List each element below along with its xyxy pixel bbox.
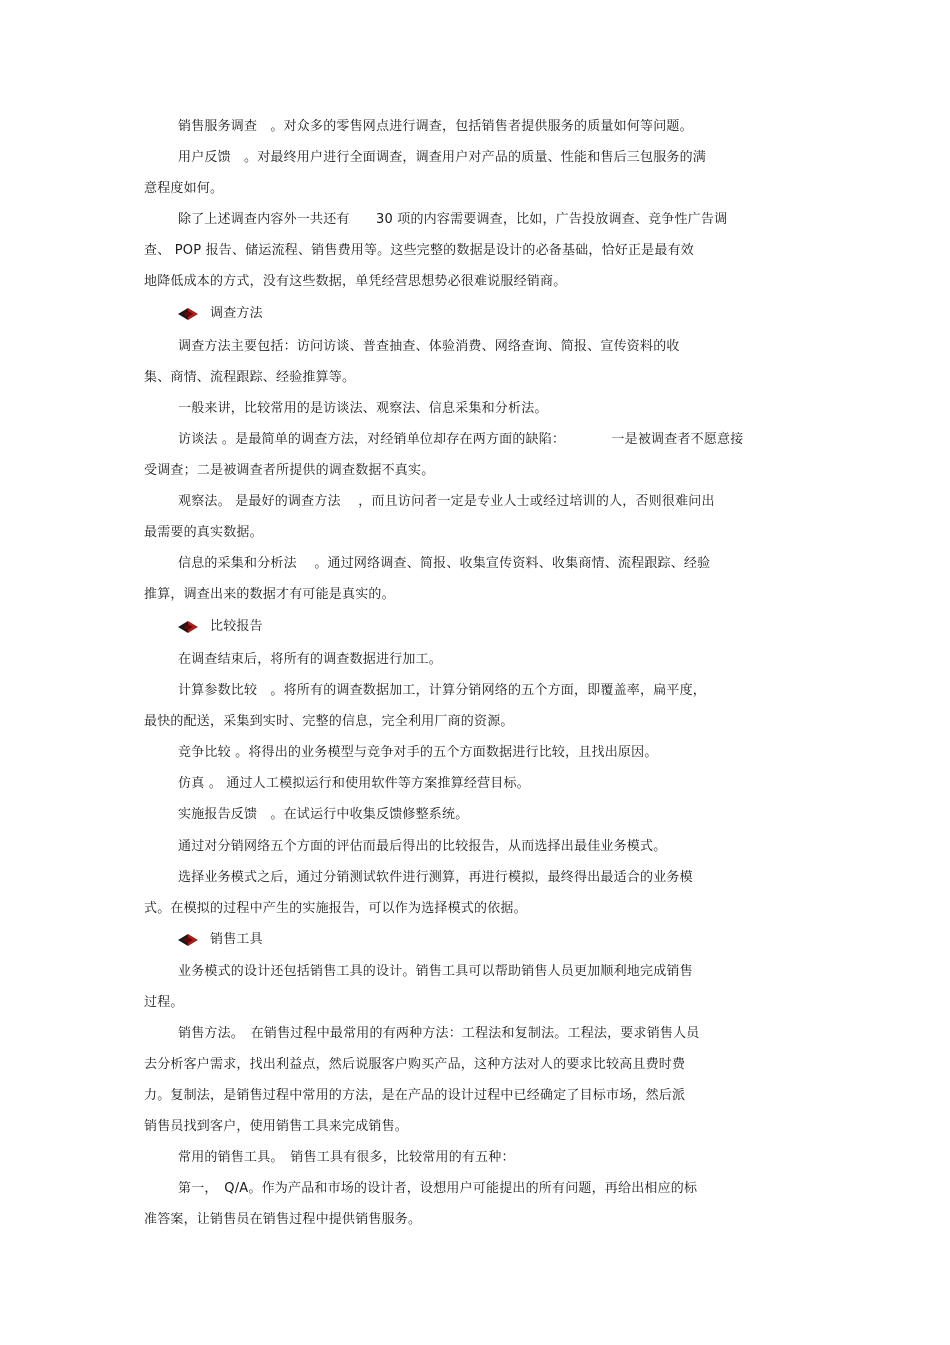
section-heading-text: 销售工具 <box>210 932 263 947</box>
paragraph-line: 一般来讲，比较常用的是访谈法、观察法、信息采集和分析法。 <box>178 401 548 416</box>
paragraph-line: 去分析客户需求，找出利益点，然后说服客户购买产品，这种方法对人的要求比较高且费时费 <box>144 1057 686 1072</box>
section-heading <box>178 305 263 323</box>
paragraph-line: 实施报告反馈 。在试运行中收集反馈修整系统。 <box>178 807 469 822</box>
paragraph-line: 集、商情、流程跟踪、经验推算等。 <box>144 370 356 385</box>
diamond-arrow-icon <box>178 306 198 322</box>
section-heading <box>178 618 263 636</box>
paragraph-line: 销售员找到客户，使用销售工具来完成销售。 <box>144 1119 409 1134</box>
paragraph-line: 查、 POP 报告、储运流程、销售费用等。这些完整的数据是设计的必备基础，恰好正是最有效 <box>144 243 694 258</box>
diamond-arrow-icon <box>178 932 198 948</box>
paragraph-line: 除了上述调查内容外一共还有 30 项的内容需要调查，比如，广告投放调查、竞争性广告调 <box>178 212 728 227</box>
paragraph-line: 计算参数比较 。将所有的调查数据加工，计算分销网络的五个方面，即覆盖率，扁平度， <box>178 683 707 698</box>
paragraph-line: 竞争比较 。将得出的业务模型与竞争对手的五个方面数据进行比较，且找出原因。 <box>178 745 658 760</box>
section-heading-text: 调查方法 <box>210 306 263 321</box>
paragraph-line: 调查方法主要包括：访问访谈、普查抽查、体验消费、网络查询、简报、宣传资料的收 <box>178 339 680 354</box>
diamond-arrow-icon <box>178 619 198 635</box>
paragraph-line: 销售方法。 在销售过程中最常用的有两种方法：工程法和复制法。工程法，要求销售人员 <box>178 1026 700 1041</box>
paragraph-line: 信息的采集和分析法 。通过网络调查、简报、收集宣传资料、收集商情、流程跟踪、经验 <box>178 556 711 571</box>
paragraph-line: 最快的配送，采集到实时、完整的信息，完全利用厂商的资源。 <box>144 714 514 729</box>
paragraph-line: 受调查；二是被调查者所提供的调查数据不真实。 <box>144 463 435 478</box>
paragraph-line: 第一， Q/A。作为产品和市场的设计者，设想用户可能提出的所有问题，再给出相应的标 <box>178 1181 698 1196</box>
paragraph-line: 用户反馈 。对最终用户进行全面调查，调查用户对产品的质量、性能和售后三包服务的满 <box>178 150 707 165</box>
paragraph-line: 意程度如何。 <box>144 181 224 196</box>
paragraph-line: 通过对分销网络五个方面的评估而最后得出的比较报告，从而选择出最佳业务模式。 <box>178 839 667 854</box>
section-heading <box>178 931 263 949</box>
paragraph-line: 力。复制法，是销售过程中常用的方法，是在产品的设计过程中已经确定了目标市场，然后派 <box>144 1088 686 1103</box>
paragraph-line: 推算，调查出来的数据才有可能是真实的。 <box>144 587 395 602</box>
paragraph-line: 准答案，让销售员在销售过程中提供销售服务。 <box>144 1212 422 1227</box>
paragraph-line: 观察法。 是最好的调查方法 ，而且访问者一定是专业人士或经过培训的人，否则很难问出 <box>178 494 715 509</box>
section-heading-text: 比较报告 <box>210 619 263 634</box>
paragraph-line: 在调查结束后，将所有的调查数据进行加工。 <box>178 652 443 667</box>
paragraph-line: 选择业务模式之后，通过分销测试软件进行测算，再进行模拟，最终得出最适合的业务模 <box>178 870 693 885</box>
paragraph-line: 访谈法 。是最简单的调查方法，对经销单位却存在两方面的缺陷： 一是被调查者不愿意接 <box>178 432 744 447</box>
paragraph-line: 销售服务调查 。对众多的零售网点进行调查，包括销售者提供服务的质量如何等问题。 <box>178 119 693 134</box>
paragraph-line: 常用的销售工具。 销售工具有很多，比较常用的有五种： <box>178 1150 515 1165</box>
paragraph-line: 业务模式的设计还包括销售工具的设计。销售工具可以帮助销售人员更加顺利地完成销售 <box>178 964 693 979</box>
paragraph-line: 式。在模拟的过程中产生的实施报告，可以作为选择模式的依据。 <box>144 901 527 916</box>
paragraph-line: 最需要的真实数据。 <box>144 525 263 540</box>
paragraph-line: 仿真 。 通过人工模拟运行和使用软件等方案推算经营目标。 <box>178 776 530 791</box>
paragraph-line: 地降低成本的方式，没有这些数据，单凭经营思想势必很难说服经销商。 <box>144 274 567 289</box>
paragraph-line: 过程。 <box>144 995 184 1010</box>
